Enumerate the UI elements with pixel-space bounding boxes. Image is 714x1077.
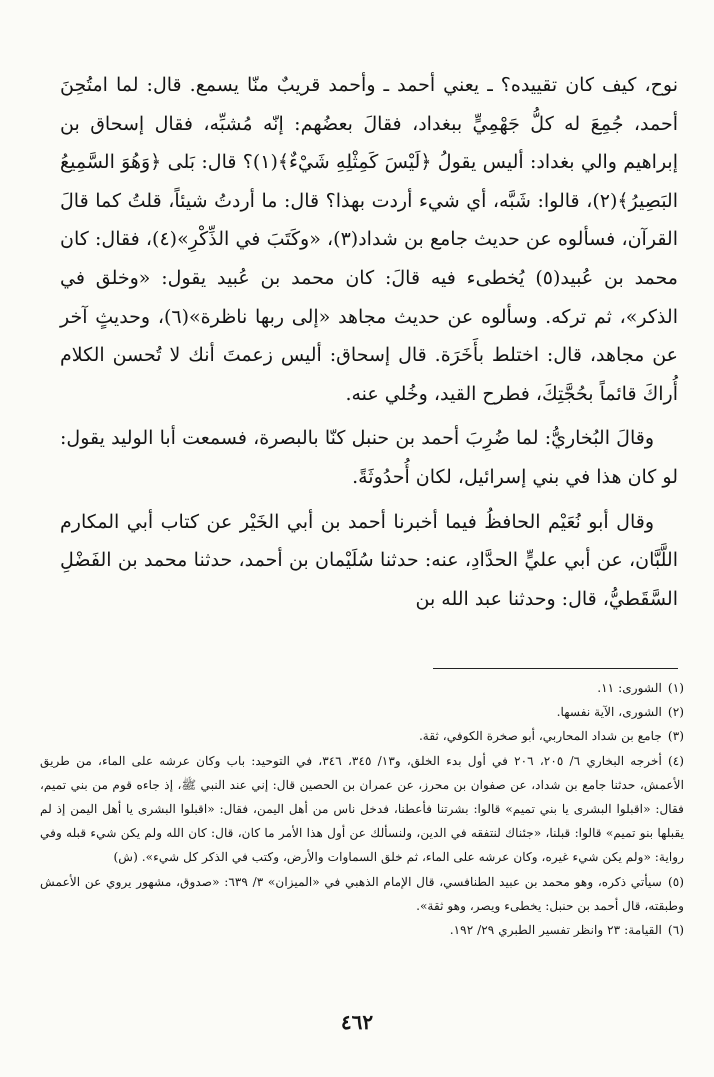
footnote-number: (٤) bbox=[667, 753, 685, 768]
footnote-number: (١) bbox=[667, 681, 684, 695]
paragraph-2: وقالَ البُخاريُّ: لما ضُرِبَ أحمد بن حنبل كنّا بالبصرة، فسمعت أبا الوليد يقول: لو كان هذا في بني إسرائيل، لكان أُحدُوثَةً. bbox=[60, 427, 678, 488]
paragraph-3: وقال أبو نُعَيْم الحافظُ فيما أخبرنا أحمد بن أبي الخَيْر عن كتاب أبي المكارم اللَّبَّان، عن أبي عليٍّ الحدَّادِ، عنه: حدثنا سُلَيْمان بن أحمد، حدثنا محمد بن الفَضْلِ السَّقَطيُّ، قال: وحدثنا عبد الله بن bbox=[60, 510, 678, 610]
footnote-text: الشورى، الآية نفسها. bbox=[556, 705, 662, 720]
footnote-3 bbox=[40, 724, 684, 748]
page-number: ٤٦٢ bbox=[340, 1010, 374, 1034]
footnote-number: (٢) bbox=[667, 705, 684, 720]
footnote-number: (٥) bbox=[667, 874, 685, 889]
footnote-text: الشورى: ١١. bbox=[597, 681, 662, 695]
footnotes bbox=[40, 676, 684, 942]
footnote-5 bbox=[40, 870, 684, 918]
footnote-6 bbox=[40, 918, 684, 942]
footnote-text: القيامة: ٢٣ وانظر تفسير الطبري ٢٩/ ١٩٢. bbox=[449, 923, 662, 938]
footnote-2 bbox=[40, 700, 684, 724]
footnote-text: جامع بن شداد المحاربي، أبو صخرة الكوفي، ثقة. bbox=[418, 729, 662, 744]
footnote-1 bbox=[40, 676, 684, 700]
footnote-text: أخرجه البخاري ٦/ ٢٠٥، ٢٠٦ في أول بدء الخلق، و١٣/ ٣٤٥، ٣٤٦، في التوحيد: باب وكان عرشه على الماء، من طريق الأعمش، حدثنا جامع بن شداد، عن صفوان بن محرز، عن عمران بن الحصين قال: إني عند النبي ﷺ، إذ جاءه قوم من بني تميم، فقال: «اقبلوا البشرى يا بني تميم» قالوا: بشرتنا فأعطنا، فدخل ناس من أهل اليمن، فقال: «اقبلوا البشرى يا أهل اليمن إذ لم يقبلها بنو تميم» قالوا: قبلنا، «جئناك لنتفقه في الدين، ولنسألك عن أول هذا الأمر ما كان، قال: كان الله ولم يكن شيء قبله وفي رواية: «ولم يكن شيء غيره، وكان عرشه على الماء، ثم خلق السماوات والأرض، وكتب في الذكر كل شيء». (ش) bbox=[40, 753, 684, 865]
footnote-number: (٣) bbox=[667, 729, 684, 744]
paragraph-1: نوح، كيف كان تقييده؟ ـ يعني أحمد ـ وأحمد قريبٌ منّا يسمع. قال: لما امتُحِنَ أحمد، جُمِعَ له كلُّ جَهْمِيٍّ ببغداد، فقالَ بعضُهم: إنّه مُشبِّه، فقال إسحاق بن إبراهيم والي بغداد: أليس يقولُ ﴿لَيْسَ كَمِثْلِهِ شَيْءٌ﴾(١)؟ قال: بَلى ﴿وَهُوَ السَّمِيعُ البَصِيرُ﴾(٢)، قالوا: شَبَّه، أي شيء أردت بهذا؟ قال: ما أردتُ شيئاً، قلتُ كما قالَ القرآن، فسألوه عن حديث جامع بن شداد(٣)، «وكَتَبَ في الذِّكْرِ»(٤)، فقال: كان محمد بن عُبيد(٥) يُخطىء فيه قالَ: كان محمد بن عُبيد يقول: «وخلق في الذكر»، ثم تركه. وسألوه عن حديث مجاهد «إلى ربها ناظرة»(٦)، وحديثٍ آخر عن مجاهد، قال: اختلط بأَخَرَة. قال إسحاق: أليس زعمتَ أنك لا تُحسن الكلام أُراكَ قائماً بحُجَّتِكَ، فطرح القيد، وخُلي عنه. bbox=[60, 74, 678, 405]
footnote-4 bbox=[40, 749, 684, 870]
footnote-number: (٦) bbox=[667, 923, 684, 938]
footnote-text: سيأتي ذكره، وهو محمد بن عبيد الطنافسي، قال الإمام الذهبي في «الميزان» ٣/ ٦٣٩: «صدوق، مشهور يروي عن الأعمش وطبقته، قال أحمد بن حنبل: يخطىء ويصر، وهو ثقة». bbox=[40, 874, 684, 913]
footnote-separator bbox=[433, 668, 678, 669]
main-text bbox=[60, 66, 678, 624]
